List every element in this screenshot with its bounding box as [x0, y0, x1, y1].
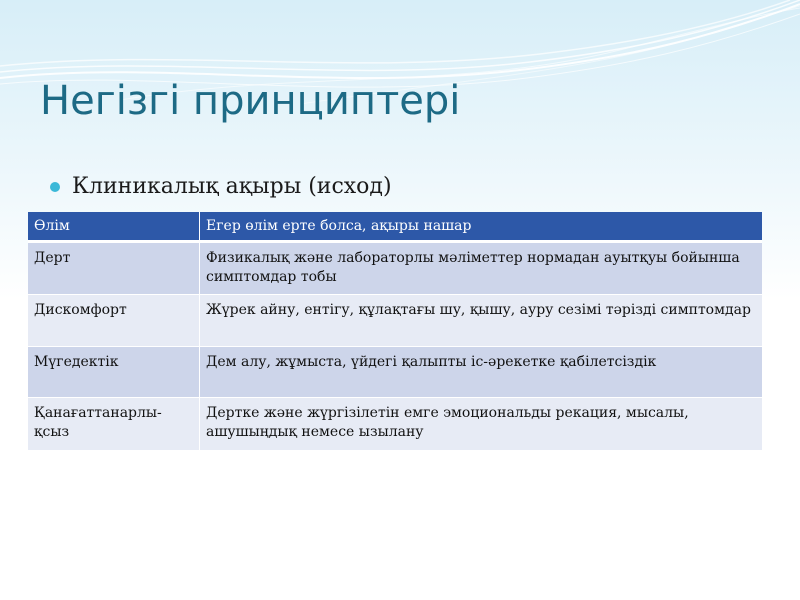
bullet-item [50, 174, 392, 199]
table-cell: Дерт [28, 243, 200, 295]
table-cell: Мүгедектік [28, 347, 200, 398]
slide-title: Негізгі принциптері [40, 78, 461, 124]
table-row [28, 347, 762, 398]
bullet-text: Клиникалық ақыры (исход) [72, 174, 392, 199]
table-cell: Қанағаттанарлы-қсыз [28, 398, 200, 451]
bullet-dot-icon [50, 182, 60, 192]
table-row [28, 243, 762, 295]
outcomes-table [28, 212, 762, 451]
table-header-row [28, 212, 762, 243]
table-header-cell: Егер өлім ерте болса, ақыры нашар [200, 212, 762, 243]
table-cell: Дем алу, жұмыста, үйдегі қалыпты іс-әрекетке қабілетсіздік [200, 347, 762, 398]
table-cell: Дертке және жүргізілетін емге эмоциональды рекация, мысалы, ашушыңдық немесе ызылану [200, 398, 762, 451]
table-header-cell: Өлім [28, 212, 200, 243]
table-cell: Дискомфорт [28, 295, 200, 347]
table-cell: Жүрек айну, ентігу, құлақтағы шу, қышу, ауру сезімі тәрізді симптомдар [200, 295, 762, 347]
table-cell: Физикалық және лабораторлы мәліметтер нормадан ауытқуы бойынша симптомдар тобы [200, 243, 762, 295]
table-row [28, 398, 762, 451]
table-row [28, 295, 762, 347]
